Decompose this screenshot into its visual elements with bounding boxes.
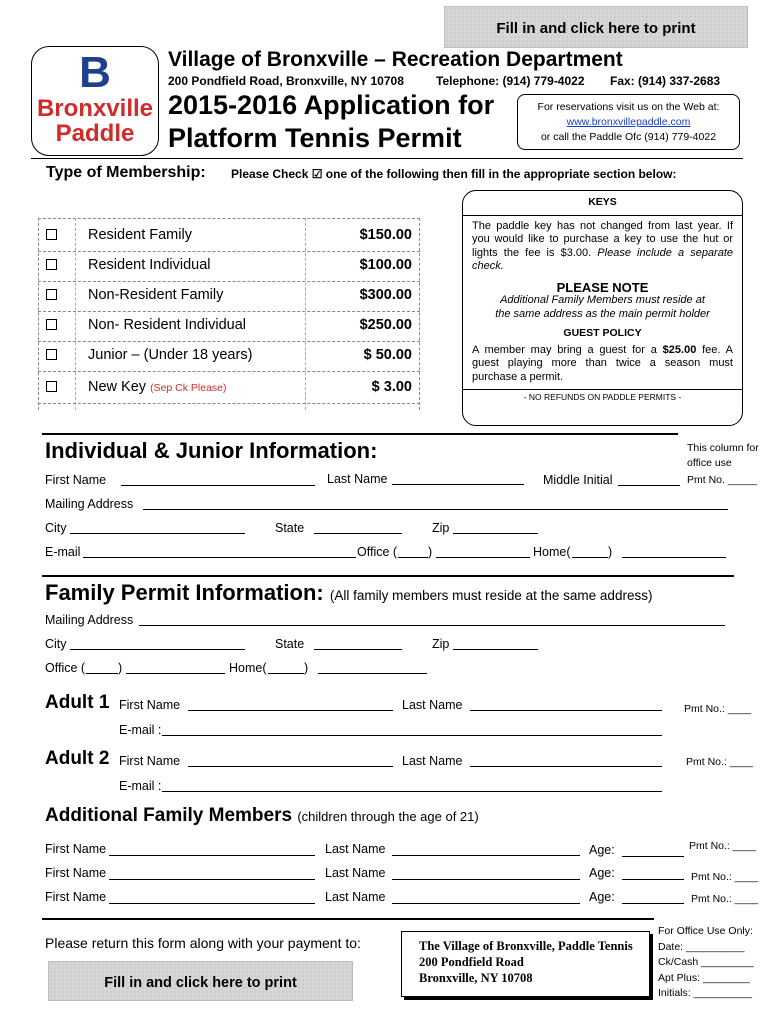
mailing-address-line2: 200 Pondfield Road xyxy=(419,955,524,969)
additional-heading-note: (children through the age of 21) xyxy=(297,809,479,824)
addl1-last-name-label: Last Name xyxy=(325,842,386,856)
addl1-pmt-no: Pmt No.: ____ xyxy=(689,840,757,852)
checkbox[interactable] xyxy=(46,381,57,392)
guest-text-b: fee. A guest playing more than twice a season must purchase a permit. xyxy=(472,343,733,383)
addl1-age-field[interactable] xyxy=(622,856,684,857)
please-note-title: PLEASE NOTE xyxy=(556,279,649,295)
ind-home-label: Home( xyxy=(533,545,571,559)
adult2-first-name-label: First Name xyxy=(119,754,181,768)
fee-row-resident-individual xyxy=(38,252,420,282)
adult2-last-name-label: Last Name xyxy=(402,754,463,768)
fee-name: Non-Resident Family xyxy=(88,287,224,303)
fam-home-phone-field[interactable] xyxy=(318,673,427,674)
return-instructions: Please return this form along with your payment to: xyxy=(45,935,361,951)
addl3-last-name-label: Last Name xyxy=(325,890,386,904)
fee-price: $ 50.00 xyxy=(363,347,412,363)
adult2-email-field[interactable] xyxy=(162,791,662,792)
ind-mailing-address-label: Mailing Address xyxy=(45,497,134,511)
fee-price: $150.00 xyxy=(359,227,412,243)
ind-office-paren: ) xyxy=(428,545,433,559)
adult1-label: Adult 1 xyxy=(45,692,110,713)
adult1-last-name-field[interactable] xyxy=(470,710,662,711)
fam-home-label: Home( xyxy=(229,661,267,675)
ind-mailing-address-field[interactable] xyxy=(143,509,728,510)
fam-state-field[interactable] xyxy=(314,649,402,650)
fee-note: (Sep Ck Please) xyxy=(150,382,227,394)
ind-middle-initial-label: Middle Initial xyxy=(543,473,613,487)
office-use-initials: Initials: __________ xyxy=(658,987,752,999)
ind-office-label: Office ( xyxy=(357,545,398,559)
fam-home-paren: ) xyxy=(304,661,309,675)
adult1-pmt-no: Pmt No.: ____ xyxy=(684,703,752,715)
guest-policy-text xyxy=(463,341,742,385)
fam-office-area-field[interactable] xyxy=(86,673,118,674)
fam-city-field[interactable] xyxy=(70,649,245,650)
reservations-line3: or call the Paddle Ofc (914) 779-4022 xyxy=(540,131,717,143)
office-use-box xyxy=(658,924,754,1002)
ind-first-name-label: First Name xyxy=(45,473,107,487)
fee-row-resident-family xyxy=(38,222,420,252)
form-title-line1: 2015-2016 Application for xyxy=(168,90,495,120)
guest-text-a: A member may bring a guest for a xyxy=(472,343,657,356)
checkbox[interactable] xyxy=(46,349,57,360)
adult1-first-name-field[interactable] xyxy=(188,710,393,711)
individual-divider xyxy=(42,433,678,435)
office-use-apt-plus: Apt Plus: ________ xyxy=(658,971,750,984)
ind-home-paren: ) xyxy=(608,545,613,559)
office-use-ck-cash: Ck/Cash _________ xyxy=(658,956,754,968)
ind-zip-label: Zip xyxy=(432,521,450,535)
individual-heading: Individual & Junior Information: xyxy=(45,438,378,463)
ind-email-field[interactable] xyxy=(83,557,356,558)
department-fax: Fax: (914) 337-2683 xyxy=(610,74,721,88)
refunds-note: - NO REFUNDS ON PADDLE PERMITS - xyxy=(523,392,682,402)
fam-office-label: Office ( xyxy=(45,661,86,675)
ind-home-area-field[interactable] xyxy=(572,557,608,558)
reservations-box xyxy=(517,94,740,150)
membership-label: Type of Membership: xyxy=(46,164,206,181)
fee-row-nonresident-family xyxy=(38,282,420,312)
department-address: 200 Pondfield Road, Bronxville, NY 10708 xyxy=(168,74,404,88)
footer-divider xyxy=(42,918,654,920)
family-heading-text: Family Permit Information: xyxy=(45,580,324,605)
fee-row-nonresident-individual xyxy=(38,312,420,342)
ind-last-name-field[interactable] xyxy=(392,484,524,485)
bronxville-paddle-logo xyxy=(31,46,159,156)
fam-home-area-field[interactable] xyxy=(268,673,304,674)
additional-heading-text: Additional Family Members xyxy=(45,805,293,826)
mailing-address-box xyxy=(401,931,650,997)
fam-office-paren: ) xyxy=(118,661,123,675)
addl3-last-name-field[interactable] xyxy=(392,903,580,904)
ind-city-field[interactable] xyxy=(70,533,245,534)
adult2-pmt-no: Pmt No.: ____ xyxy=(686,756,754,768)
ind-zip-field[interactable] xyxy=(453,533,538,534)
print-button-bottom[interactable]: Fill in and click here to print xyxy=(48,961,353,1001)
ind-home-phone-field[interactable] xyxy=(622,557,726,558)
ind-email-label: E-mail xyxy=(45,545,81,559)
fee-price: $300.00 xyxy=(359,287,412,303)
addl2-age-field[interactable] xyxy=(622,879,684,880)
addl1-age-label: Age: xyxy=(589,843,615,857)
fee-name xyxy=(88,379,227,395)
fee-price: $100.00 xyxy=(359,257,412,273)
mailing-address-line1: The Village of Bronxville, Paddle Tennis xyxy=(419,939,633,953)
adult2-label: Adult 2 xyxy=(45,748,110,769)
addl3-first-name-field[interactable] xyxy=(109,903,315,904)
guest-fee: $25.00 xyxy=(662,343,697,356)
ind-first-name-field[interactable] xyxy=(121,485,315,486)
checkbox[interactable] xyxy=(46,229,57,240)
addl2-pmt-no: Pmt No.: ____ xyxy=(691,871,759,883)
keys-text-main: The paddle key has not changed from last year. If you would like to purchase a key to use the hut or lights the fee is $3.00. xyxy=(472,219,733,259)
keys-text-italic: Please include a separate check. xyxy=(472,246,734,272)
fee-row-new-key xyxy=(38,374,420,404)
fee-name: Junior – (Under 18 years) xyxy=(88,347,253,363)
ind-middle-initial-field[interactable] xyxy=(618,485,680,486)
checkbox[interactable] xyxy=(46,289,57,300)
fam-mailing-address-field[interactable] xyxy=(139,625,725,626)
family-heading-note: (All family members must reside at the same address) xyxy=(329,588,653,603)
mailing-address-line3: Bronxville, NY 10708 xyxy=(419,971,533,985)
additional-heading xyxy=(45,805,479,827)
fee-name: Resident Family xyxy=(88,227,192,243)
addl1-first-name-field[interactable] xyxy=(109,855,315,856)
adult2-email-label: E-mail : xyxy=(119,779,162,793)
form-title-line2: Platform Tennis Permit xyxy=(168,123,462,153)
adult1-first-name-label: First Name xyxy=(119,698,181,712)
adult2-last-name-field[interactable] xyxy=(470,766,662,767)
addl2-first-name-label: First Name xyxy=(45,866,107,880)
adult2-first-name-field[interactable] xyxy=(188,766,393,767)
fam-zip-label: Zip xyxy=(432,637,450,651)
header-divider xyxy=(31,158,743,159)
family-heading xyxy=(45,580,652,606)
office-use-title: For Office Use Only: xyxy=(658,925,753,937)
addl2-last-name-field[interactable] xyxy=(392,879,580,880)
fam-state-label: State xyxy=(275,637,305,651)
family-divider xyxy=(42,575,734,577)
guest-policy-title: GUEST POLICY xyxy=(563,327,642,339)
addl1-first-name-label: First Name xyxy=(45,842,107,856)
fee-name: Non- Resident Individual xyxy=(88,317,246,333)
fam-office-phone-field[interactable] xyxy=(126,673,225,674)
keys-box xyxy=(462,190,743,426)
addl3-pmt-no: Pmt No.: ____ xyxy=(691,893,759,905)
office-use-column: This column for office use xyxy=(687,442,759,469)
fee-row-junior xyxy=(38,342,420,372)
fam-mailing-address-label: Mailing Address xyxy=(45,613,134,627)
addl3-age-field[interactable] xyxy=(622,903,684,904)
keys-title: KEYS xyxy=(588,196,617,208)
ind-last-name-label: Last Name xyxy=(327,472,388,486)
adult1-email-label: E-mail : xyxy=(119,723,162,737)
reservations-url[interactable]: www.bronxvillepaddle.com xyxy=(566,116,691,128)
fee-name: Resident Individual xyxy=(88,257,211,273)
addl3-age-label: Age: xyxy=(589,890,615,904)
logo-line2: Paddle xyxy=(55,120,135,147)
refunds-rule xyxy=(463,389,742,390)
ind-office-area-field[interactable] xyxy=(398,557,428,558)
ind-city-label: City xyxy=(45,521,67,535)
addl1-last-name-field[interactable] xyxy=(392,855,580,856)
checkbox[interactable] xyxy=(46,319,57,330)
addl2-first-name-field[interactable] xyxy=(109,879,315,880)
membership-instruction: Please Check ☑ one of the following then fill in the appropriate section below: xyxy=(231,167,677,181)
fee-name-text: New Key xyxy=(88,379,147,395)
fam-city-label: City xyxy=(45,637,67,651)
logo-letter: B xyxy=(79,48,111,97)
office-use-date: Date: __________ xyxy=(658,940,745,953)
fee-price: $ 3.00 xyxy=(371,379,412,395)
addl2-last-name-label: Last Name xyxy=(325,866,386,880)
individual-pmt-no: Pmt No. _____ xyxy=(687,474,758,486)
please-note-text: Additional Family Members must reside at the same address as the main permit holder xyxy=(495,294,710,320)
department-telephone: Telephone: (914) 779-4022 xyxy=(436,74,585,88)
keys-text xyxy=(463,216,742,274)
adult1-last-name-label: Last Name xyxy=(402,698,463,712)
ind-state-field[interactable] xyxy=(314,533,402,534)
ind-office-phone-field[interactable] xyxy=(436,557,530,558)
fee-price: $250.00 xyxy=(359,317,412,333)
ind-state-label: State xyxy=(275,521,305,535)
addl2-age-label: Age: xyxy=(589,866,615,880)
department-title: Village of Bronxville – Recreation Department xyxy=(168,48,623,71)
print-button-top[interactable]: Fill in and click here to print xyxy=(444,6,748,48)
checkbox[interactable] xyxy=(46,259,57,270)
logo-line1: Bronxville xyxy=(36,95,154,122)
reservations-line1: For reservations visit us on the Web at: xyxy=(537,101,720,113)
addl3-first-name-label: First Name xyxy=(45,890,107,904)
fam-zip-field[interactable] xyxy=(453,649,538,650)
adult1-email-field[interactable] xyxy=(162,735,662,736)
